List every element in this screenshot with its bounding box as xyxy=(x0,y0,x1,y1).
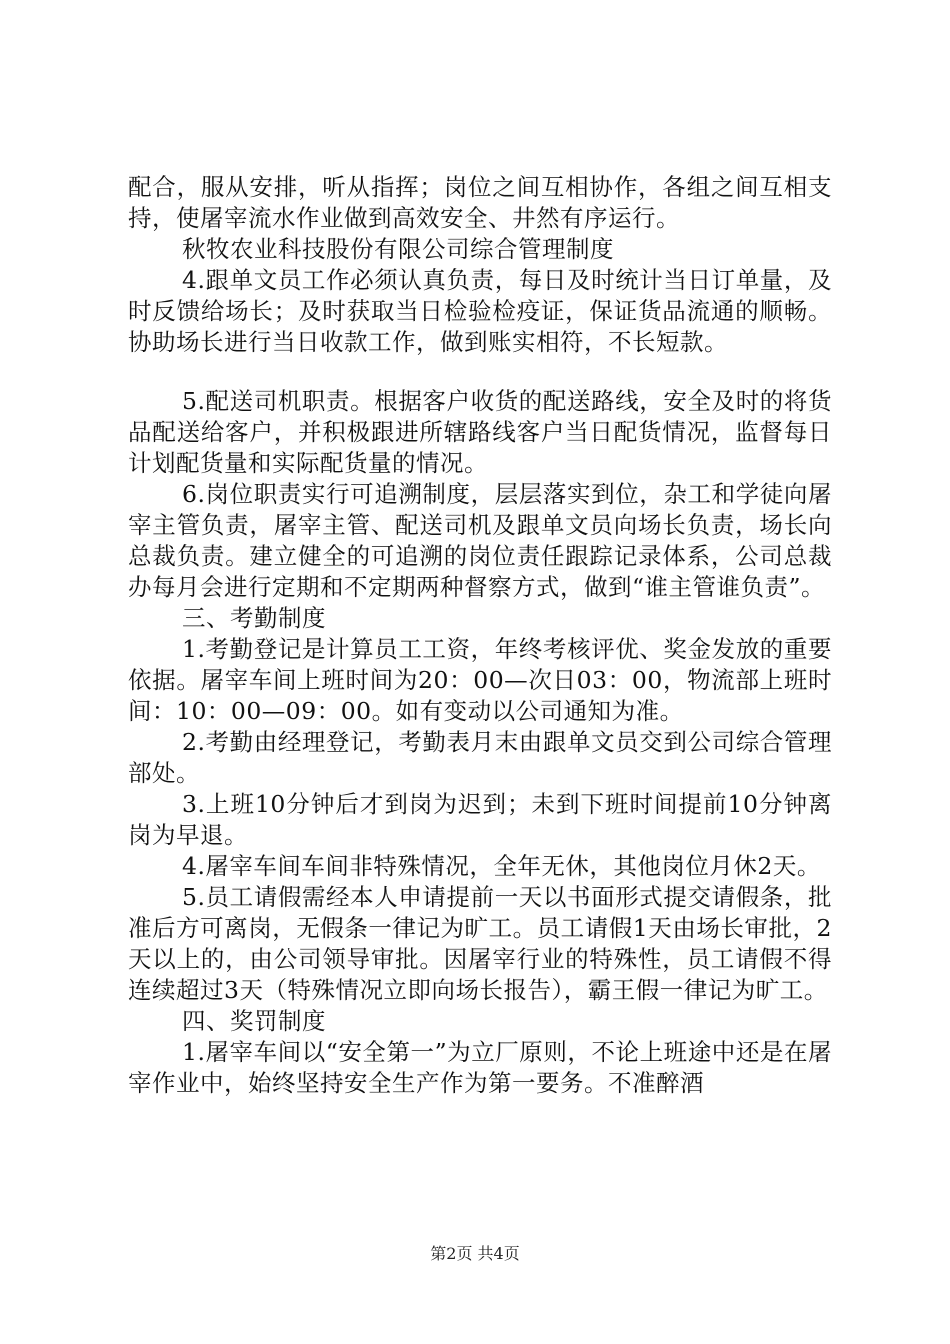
paragraph-attendance-5: 5.员工请假需经本人申请提前一天以书面形式提交请假条，批准后方可离岗，无假条一律记为旷工。员工请假1天由场长审批，2天以上的，由公司领导审批。因屠宰行业的特殊性，员工请假不得连续超过3天（特殊情况立即向场长报告），霸王假一律记为旷工。 xyxy=(128,883,832,1004)
paragraph-attendance-1: 1.考勤登记是计算员工工资，年终考核评优、奖金发放的重要依据。屠宰车间上班时间为20：00—次日03：00，物流部上班时间：10：00—09：00。如有变动以公司通知为准。 xyxy=(128,635,832,725)
section-heading-attendance: 三、考勤制度 xyxy=(182,604,326,632)
paragraph-rewards-1: 1.屠宰车间以“安全第一”为立厂原则，不论上班途中还是在屠宰作业中，始终坚持安全生产作为第一要务。不准醉酒 xyxy=(128,1038,832,1097)
page-number-footer: 第2页 共4页 xyxy=(430,1244,520,1263)
paragraph-attendance-4: 4.屠宰车间车间非特殊情况，全年无休，其他岗位月休2天。 xyxy=(182,852,821,880)
paragraph-continuation: 配合，服从安排，听从指挥；岗位之间互相协作，各组之间互相支持，使屠宰流水作业做到高效安全、井然有序运行。 xyxy=(128,173,832,232)
document-body xyxy=(128,172,832,1099)
paragraph-attendance-2: 2.考勤由经理登记，考勤表月末由跟单文员交到公司综合管理部处。 xyxy=(128,728,832,787)
paragraph-gap xyxy=(128,358,832,386)
paragraph-driver-duty: 5.配送司机职责。根据客户收货的配送路线，安全及时的将货品配送给客户，并积极跟进所辖路线客户当日配货情况，监督每日计划配货量和实际配货量的情况。 xyxy=(128,387,832,477)
paragraph-attendance-3: 3.上班10分钟后才到岗为迟到；未到下班时间提前10分钟离岗为早退。 xyxy=(128,790,832,849)
paragraph-clerk-duty: 4.跟单文员工作必须认真负责，每日及时统计当日订单量，及时反馈给场长；及时获取当日检验检疫证，保证货品流通的顺畅。协助场长进行当日收款工作，做到账实相符，不长短款。 xyxy=(128,266,832,356)
paragraph-traceability: 6.岗位职责实行可追溯制度，层层落实到位，杂工和学徒向屠宰主管负责，屠宰主管、配送司机及跟单文员向场长负责，场长向总裁负责。建立健全的可追溯的岗位责任跟踪记录体系，公司总裁办每月会进行定期和不定期两种督察方式，做到“谁主管谁负责”。 xyxy=(128,480,832,601)
section-heading-rewards: 四、奖罚制度 xyxy=(182,1007,326,1035)
company-title-line: 秋牧农业科技股份有限公司综合管理制度 xyxy=(182,235,614,263)
